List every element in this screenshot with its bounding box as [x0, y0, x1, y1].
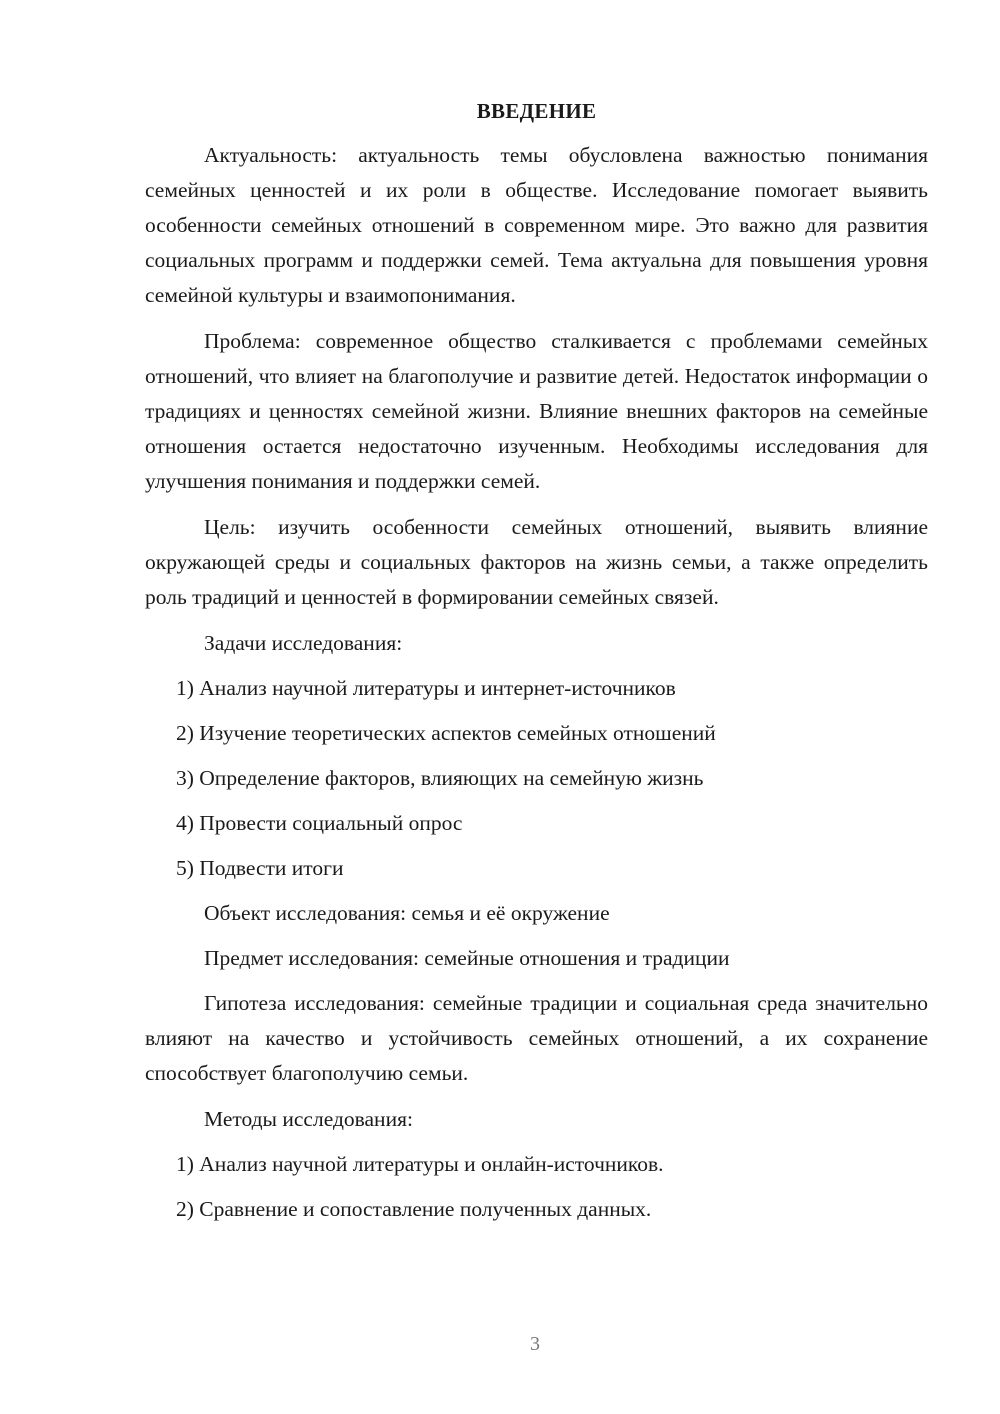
task-item: 5) Подвести итоги [176, 856, 344, 880]
method-item: 2) Сравнение и сопоставление полученных данных. [176, 1197, 652, 1221]
tasks-list [145, 671, 928, 886]
page-number: 3 [530, 1333, 540, 1355]
task-item: 1) Анализ научной литературы и интернет-источников [176, 676, 676, 700]
section-title: ВВЕДЕНИЕ [476, 99, 597, 123]
page-content [145, 96, 928, 1237]
relevance-paragraph: Актуальность: актуальность темы обусловлена важностью понимания семейных ценностей и их роли в обществе. Исследование помогает выявить особенности семейных отношений в современном мире. Это важно для развития социальных программ и поддержки семей. Тема актуальна для повышения уровня семейной культуры и взаимопонимания. [145, 143, 928, 307]
methods-heading: Методы исследования: [204, 1107, 413, 1131]
task-item: 4) Провести социальный опрос [176, 811, 463, 835]
hypothesis-paragraph: Гипотеза исследования: семейные традиции и социальная среда значительно влияют на качество и устойчивость семейных отношений, а их сохранение способствует благополучию семьи. [145, 991, 928, 1085]
task-item: 3) Определение факторов, влияющих на семейную жизнь [176, 766, 704, 790]
problem-paragraph: Проблема: современное общество сталкивается с проблемами семейных отношений, что влияет на благополучие и развитие детей. Недостаток информации о традициях и ценностях семейной жизни. Влияние внешних факторов на семейные отношения остается недостаточно изученным. Необходимы исследования для улучшения понимания и поддержки семей. [145, 329, 928, 493]
tasks-heading: Задачи исследования: [204, 631, 403, 655]
methods-list [145, 1147, 928, 1227]
task-item: 2) Изучение теоретических аспектов семейных отношений [176, 721, 716, 745]
goal-paragraph: Цель: изучить особенности семейных отношений, выявить влияние окружающей среды и социальных факторов на жизнь семьи, а также определить роль традиций и ценностей в формировании семейных связей. [145, 515, 928, 609]
research-subject: Предмет исследования: семейные отношения и традиции [204, 946, 730, 970]
method-item: 1) Анализ научной литературы и онлайн-источников. [176, 1152, 664, 1176]
research-object: Объект исследования: семья и её окружение [204, 901, 610, 925]
